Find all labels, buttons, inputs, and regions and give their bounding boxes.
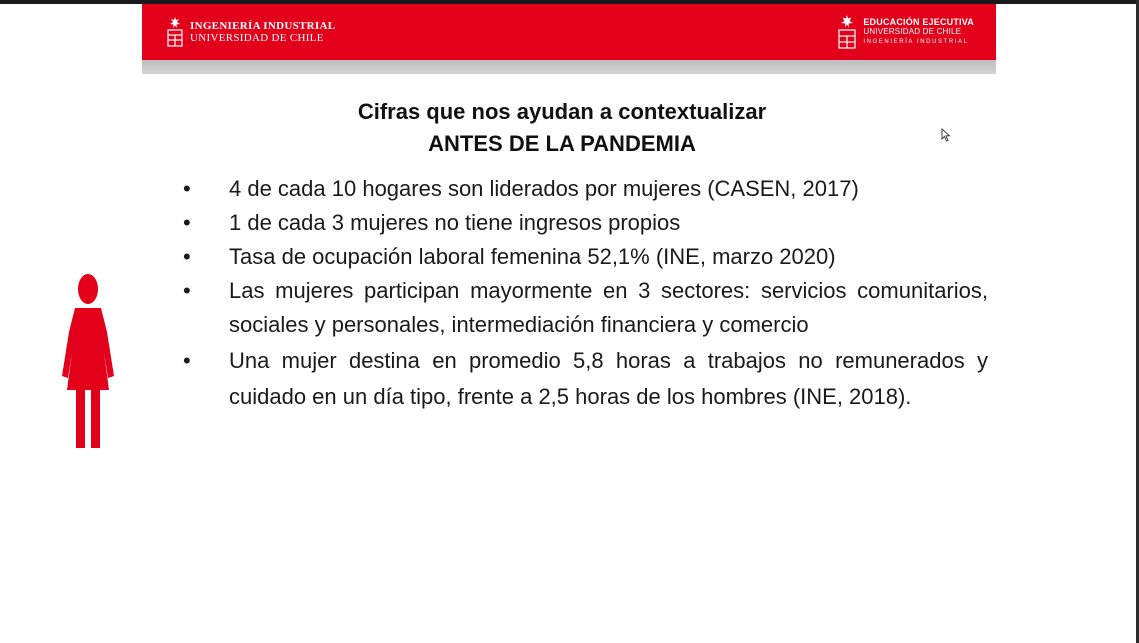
bullet-item: • 1 de cada 3 mujeres no tiene ingresos propios (183, 206, 988, 240)
slide-title-line1: Cifras que nos ayudan a contextualizar (357, 99, 767, 124)
slide-title (250, 96, 874, 160)
right-logo-line2: UNIVERSIDAD DE CHILE (863, 27, 962, 36)
crest-icon (837, 14, 857, 50)
ingenieria-industrial-logo (166, 14, 335, 50)
bullet-item: • 4 de cada 10 hogares son liderados por mujeres (CASEN, 2017) (183, 172, 988, 206)
woman-figure-icon (60, 272, 116, 450)
slide-title-line2: ANTES DE LA PANDEMIA (428, 131, 696, 156)
bullet-item: • Una mujer destina en promedio 5,8 horas a trabajos no remunerados y cuidado en un día tipo, frente a 2,5 horas de los hombres (INE, 2018). (183, 343, 988, 415)
educacion-ejecutiva-logo (837, 12, 974, 52)
left-logo-line2: UNIVERSIDAD DE CHILE (190, 32, 324, 44)
right-logo-line1: EDUCACIÓN EJECUTIVA (863, 17, 974, 27)
slide-header-banner (142, 4, 996, 60)
header-shadow-strip (142, 60, 996, 74)
bullet-item: • Las mujeres participan mayormente en 3 sectores: servicios comunitarios, sociales y personales, intermediación financiera y comercio (183, 274, 988, 341)
mouse-cursor-icon (941, 128, 951, 142)
bullet-list (183, 172, 988, 415)
bullet-item: • Tasa de ocupación laboral femenina 52,1% (INE, marzo 2020) (183, 240, 988, 274)
right-logo-line3: INGENIERÍA INDUSTRIAL (863, 39, 969, 45)
crest-icon (166, 16, 184, 48)
left-logo-line1: INGENIERÍA INDUSTRIAL (190, 20, 336, 32)
